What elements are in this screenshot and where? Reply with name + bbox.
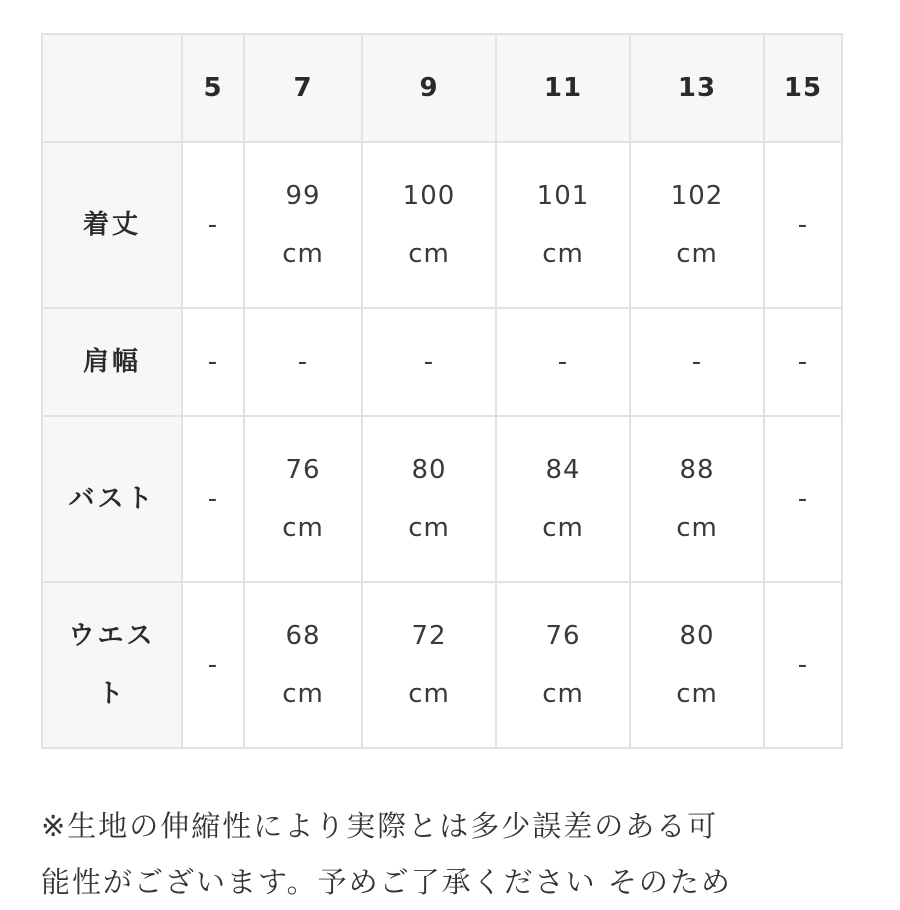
note-line: ※生地の伸縮性により実際とは多少誤差のある可 [41,809,719,843]
size-table [41,33,843,749]
row-waist [42,582,842,748]
value-cell: - [182,416,244,582]
value-cell: 84 cm [496,416,630,582]
value-cell: 80 cm [630,582,764,748]
value-cell: - [764,416,842,582]
size-header: 7 [244,34,362,142]
value-cell: - [764,142,842,308]
value-cell: 76 cm [496,582,630,748]
value-cell: - [182,308,244,416]
row-shoulder [42,308,842,416]
row-label: 着丈 [42,142,182,308]
size-header: 15 [764,34,842,142]
row-bust [42,416,842,582]
value-cell: - [182,142,244,308]
header-row [42,34,842,142]
corner-cell [42,34,182,142]
size-header: 13 [630,34,764,142]
value-cell: 100 cm [362,142,496,308]
size-header: 5 [182,34,244,142]
size-header: 9 [362,34,496,142]
size-note [41,798,871,910]
row-label: バスト [42,416,182,582]
value-cell: 80 cm [362,416,496,582]
value-cell: - [496,308,630,416]
value-cell: - [630,308,764,416]
value-cell: 99 cm [244,142,362,308]
row-label: ウエス ト [42,582,182,748]
value-cell: - [244,308,362,416]
value-cell: - [764,308,842,416]
note-line: 能性がございます。予めご了承ください そのため [41,865,732,899]
value-cell: - [362,308,496,416]
row-length [42,142,842,308]
row-label: 肩幅 [42,308,182,416]
value-cell: 102 cm [630,142,764,308]
value-cell: 101 cm [496,142,630,308]
value-cell: 72 cm [362,582,496,748]
size-header: 11 [496,34,630,142]
value-cell: 88 cm [630,416,764,582]
value-cell: 76 cm [244,416,362,582]
value-cell: - [764,582,842,748]
value-cell: - [182,582,244,748]
value-cell: 68 cm [244,582,362,748]
